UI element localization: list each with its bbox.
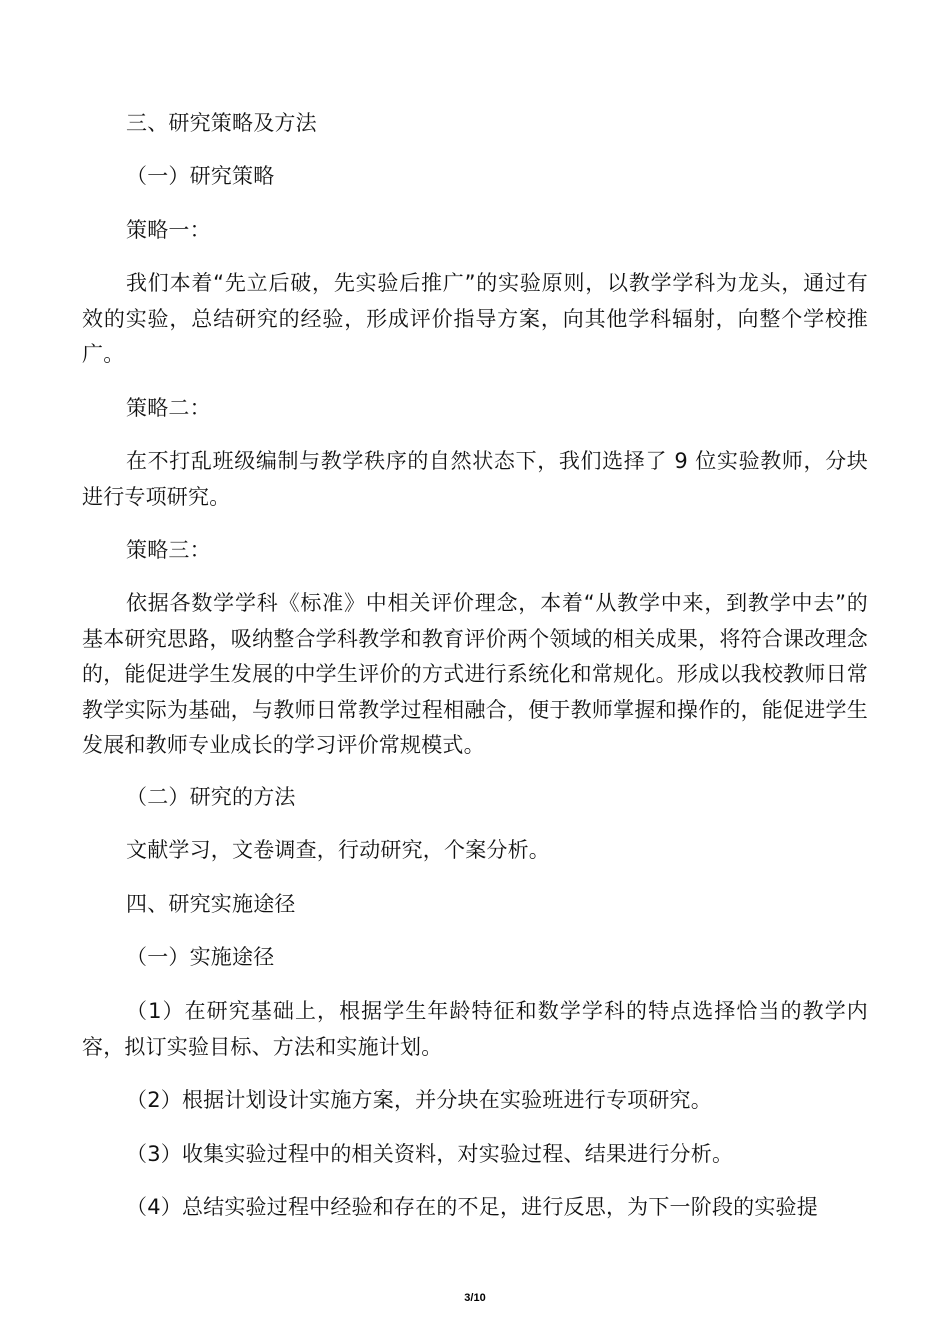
paragraph: 文献学习，文卷调查，行动研究，个案分析。 <box>126 838 550 862</box>
list-item: （2）根据计划设计实施方案，并分块在实验班进行专项研究。 <box>126 1088 712 1112</box>
section-heading: 三、研究策略及方法 <box>126 111 317 135</box>
list-item: （1）在研究基础上，根据学生年龄特征和数学学科的特点选择恰当的教学内容，拟订实验目标、方法和实施计划。 <box>82 999 868 1059</box>
list-item: （3）收集实验过程中的相关资料，对实验过程、结果进行分析。 <box>126 1142 734 1166</box>
strategy-label: 策略一： <box>126 218 211 242</box>
page-number: 3/10 <box>464 1292 486 1304</box>
section-heading: 四、研究实施途径 <box>126 892 296 916</box>
paragraph: 我们本着“先立后破，先实验后推广”的实验原则，以教学学科为龙头，通过有效的实验，总结研究的经验，形成评价指导方案，向其他学科辐射，向整个学校推广。 <box>82 271 868 366</box>
strategy-label: 策略三： <box>126 538 211 562</box>
list-item: （4）总结实验过程中经验和存在的不足，进行反思，为下一阶段的实验提 <box>126 1195 818 1219</box>
subsection-heading: （二）研究的方法 <box>126 785 296 809</box>
subsection-heading: （一）实施途径 <box>126 945 275 969</box>
subsection-heading: （一）研究策略 <box>126 164 275 188</box>
strategy-label: 策略二： <box>126 396 211 420</box>
paragraph: 在不打乱班级编制与教学秩序的自然状态下，我们选择了 9 位实验教师，分块进行专项研究。 <box>82 449 868 509</box>
paragraph: 依据各数学学科《标准》中相关评价理念，本着“从教学中来，到教学中去”的基本研究思路，吸纳整合学科教学和教育评价两个领域的相关成果，将符合课改理念的，能促进学生发展的中学生评价的方式进行系统化和常规化。形成以我校教师日常教学实际为基础，与教师日常教学过程相融合，便于教师掌握和操作的，能促进学生发展和教师专业成长的学习评价常规模式。 <box>82 591 868 757</box>
